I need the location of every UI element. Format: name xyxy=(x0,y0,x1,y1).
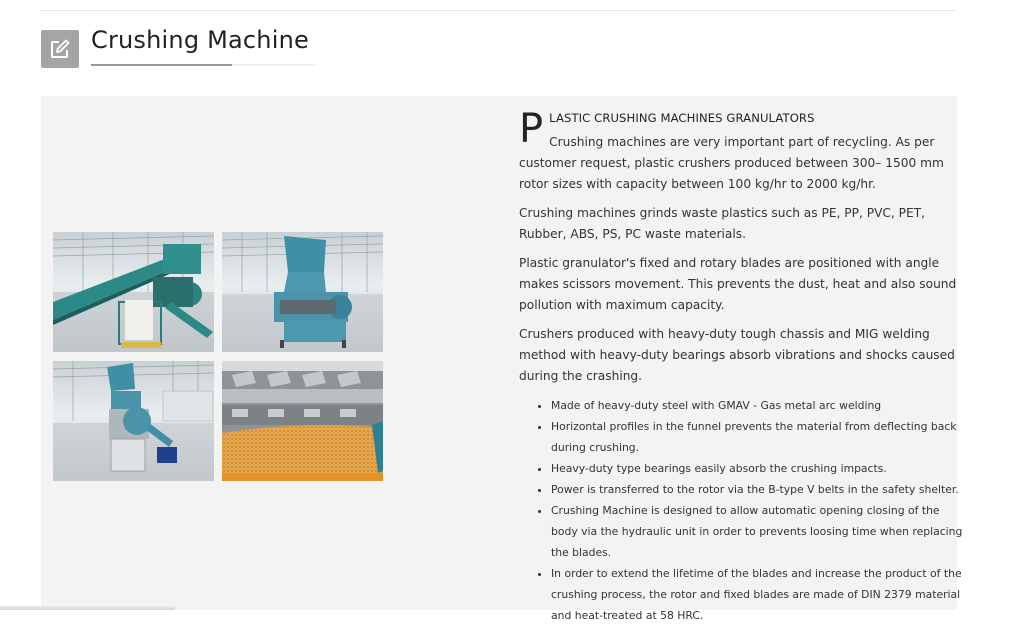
page-title: Crushing Machine xyxy=(91,26,309,54)
article-intro xyxy=(519,108,965,195)
image-gallery xyxy=(53,232,383,481)
blades-screen-image xyxy=(222,361,383,481)
gallery-image-4[interactable] xyxy=(222,361,383,481)
article-heading: LASTIC CRUSHING MACHINES GRANULATORS xyxy=(549,111,815,125)
feature-item: • In order to extend the lifetime of the blades and increase the product of the crushing process, the rotor and fixed blades are made of DIN 2379 material and heat-treated at 58 HRC. xyxy=(551,563,965,626)
title-underline-fill xyxy=(91,64,232,66)
feature-item: • Heavy-duty type bearings easily absorb the crushing impacts. xyxy=(551,458,965,479)
feature-item: • Power is transferred to the rotor via the B-type V belts in the safety shelter. xyxy=(551,479,965,500)
article xyxy=(519,108,965,626)
edit-icon xyxy=(49,38,71,60)
article-paragraph-3: Plastic granulator's fixed and rotary blades are positioned with angle makes scissors movement. This prevents the dust, heat and also sound pollution with maximum capacity. xyxy=(519,256,957,312)
feature-list xyxy=(519,395,965,626)
gallery-image-3[interactable] xyxy=(53,361,214,481)
article-paragraph-4: Crushers produced with heavy-duty tough chassis and MIG welding method with heavy-duty bearings absorb vibrations and shocks caused during the crashing. xyxy=(519,327,955,383)
scroll-shadow xyxy=(0,606,175,610)
gallery-image-2[interactable] xyxy=(222,232,383,352)
article-paragraph-1: Crushing machines are very important part of recycling. As per customer request, plastic crushers produced between 300– 1500 mm rotor sizes with capacity between 100 kg/hr to 2000 kg/hr. xyxy=(519,135,944,191)
article-paragraph-2: Crushing machines grinds waste plastics such as PE, PP, PVC, PET, Rubber, ABS, PS, PC waste materials. xyxy=(519,206,926,241)
gallery-image-1[interactable] xyxy=(53,232,214,352)
feature-item: • Crushing Machine is designed to allow automatic opening closing of the body via the hydraulic unit in order to prevents loosing time when replacing the blades. xyxy=(551,500,965,563)
edit-icon-box xyxy=(41,30,79,68)
top-divider xyxy=(41,10,957,11)
feature-item: • Made of heavy-duty steel with GMAV - Gas metal arc welding xyxy=(551,395,965,416)
blue-crusher-image xyxy=(222,232,383,352)
granulator-motor-image xyxy=(53,361,214,481)
feature-item: • Horizontal profiles in the funnel prevents the material from deflecting back during crushing. xyxy=(551,416,965,458)
drop-cap: P xyxy=(519,106,544,152)
title-underline xyxy=(91,64,315,66)
conveyor-granulator-image xyxy=(53,232,214,352)
